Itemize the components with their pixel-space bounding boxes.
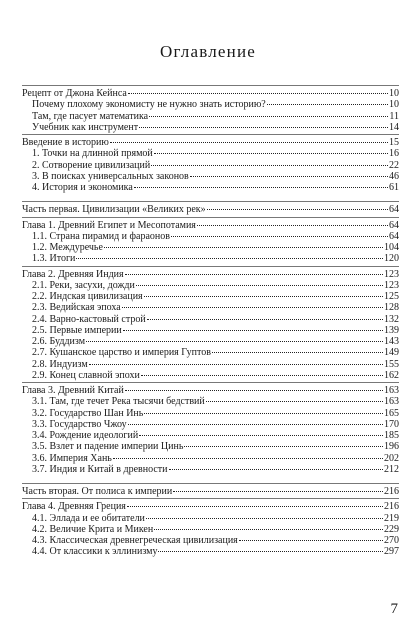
dot-leader [144,413,383,414]
dot-leader [173,491,383,492]
toc-entry-page: 165 [384,407,399,419]
toc-entry[interactable] [22,122,399,133]
toc-entry-title: 3.2. Государство Шан Инь [32,407,144,419]
toc-entry-title: 2.6. Буддизм [32,336,86,347]
toc-entry-title: 2.4. Варно-кастовый строй [32,313,146,325]
toc-entry-title: Часть вторая. От полиса к империи [22,486,173,497]
toc-entry-page: 139 [384,324,399,336]
dot-leader [134,187,388,188]
toc-entry-title: 2.5. Первые империи [32,324,122,336]
toc-entry-page: 196 [384,441,399,453]
toc-entry-title: 3.5. Взлет и падение империи Цинь [32,441,184,453]
toc-entry[interactable] [22,280,399,291]
toc-entry-title: 2.7. Кушанское царство и империя Гуптов [32,347,211,359]
toc-entry[interactable] [22,486,399,497]
toc-entry-page: 125 [384,291,399,302]
toc-entry[interactable] [22,441,399,452]
toc-entry[interactable] [22,546,399,557]
toc-entry[interactable] [22,231,399,242]
dot-leader [149,116,388,117]
dot-leader [127,506,383,507]
toc-entry-page: 64 [389,230,399,242]
toc-entry[interactable] [22,325,399,336]
toc-entry-title: Глава 1. Древний Египет и Месопотамия [22,219,196,231]
toc-entry-page: 64 [389,204,399,216]
toc-entry-page: 229 [384,523,399,535]
dot-leader [147,319,383,320]
toc-entry-title: 3.3. Государство Чжоу [32,418,127,430]
dot-leader [267,104,388,105]
toc-entry-page: 170 [384,418,399,430]
dot-leader [151,165,388,166]
toc-entry[interactable] [22,242,399,253]
toc-entry-title: 3.4. Рождение идеологий [32,430,139,441]
dot-leader [171,236,388,237]
toc-entry-title: Учебник как инструмент [32,121,139,133]
toc-entry[interactable] [22,160,399,171]
toc-entry[interactable] [22,430,399,441]
toc-entry-title: Глава 2. Древняя Индия [22,268,124,280]
toc-entry-page: 155 [384,358,399,370]
toc-entry[interactable] [22,453,399,464]
dot-leader [113,458,383,459]
toc-entry-title: Глава 3. Древний Китай [22,385,124,396]
section-divider [22,498,399,499]
toc-entry-page: 123 [384,279,399,291]
toc-entry[interactable] [22,314,399,325]
dot-leader [146,518,383,519]
toc-entry[interactable] [22,269,399,280]
toc-entry[interactable] [22,291,399,302]
toc-entry-title: 4.1. Эллада и ее обитатели [32,512,145,524]
toc-entry[interactable] [22,99,399,110]
toc-entry-title: 3. В поисках универсальных законов [32,170,189,182]
toc-entry-page: 10 [389,99,399,111]
dot-leader [125,274,383,275]
toc-entry[interactable] [22,419,399,430]
dot-leader [207,209,388,210]
toc-entry-title: 4.2. Величие Крита и Микен [32,523,154,535]
toc-entry-page: 185 [384,430,399,441]
section-divider [22,201,399,202]
dot-leader [190,176,388,177]
dot-leader [212,352,383,353]
toc-entry-title: Введение в историю [22,137,109,148]
toc-entry-title: 1.2. Междуречье [32,242,103,253]
toc-entry-title: 3.7. Индия и Китай в древности [32,463,168,475]
toc-entry-title: 2.1. Реки, засухи, дожди [32,279,135,291]
toc-entry-title: Там, где пасует математика [32,110,149,122]
toc-entry-page: 132 [384,313,399,325]
dot-leader [123,330,383,331]
dot-leader [184,446,383,447]
toc-entry[interactable] [22,148,399,159]
toc-entry-title: 4. История и экономика [32,182,133,193]
toc-entry[interactable] [22,464,399,475]
dot-leader [139,435,383,436]
toc-entry-page: 61 [389,182,399,193]
toc-entry-page: 10 [389,88,399,99]
toc-entry-page: 149 [384,347,399,359]
dot-leader [128,93,388,94]
dot-leader [122,307,383,308]
dot-leader [154,153,388,154]
toc-entry-title: Глава 4. Древняя Греция [22,501,126,513]
section-divider [22,217,399,218]
toc-entry[interactable] [22,513,399,524]
dot-leader [141,375,383,376]
dot-leader [158,551,383,552]
toc-entry[interactable] [22,88,399,99]
toc-entry-title: 2.3. Ведийская эпоха [32,302,121,314]
toc-entry-title: 2. Сотворение цивилизаций [32,159,151,171]
section-divider [22,85,399,86]
toc-entry[interactable] [22,359,399,370]
toc-entry-page: 163 [384,385,399,396]
toc-entry[interactable] [22,220,399,231]
dot-leader [139,127,388,128]
toc-entry-title: Почему плохому экономисту не нужно знать историю? [32,99,266,111]
dot-leader [136,285,383,286]
toc-entry-page: 162 [384,369,399,381]
toc-entry[interactable] [22,408,399,419]
toc-entry[interactable] [22,182,399,193]
toc-entry-page: 123 [384,268,399,280]
toc-entry-page: 297 [384,546,399,558]
toc-entry[interactable] [22,171,399,182]
toc-entry-page: 128 [384,302,399,314]
toc-entry-title: 2.2. Индская цивилизация [32,291,143,302]
toc-entry-page: 22 [389,159,399,171]
toc-entry[interactable] [22,336,399,347]
toc-entry-page: 216 [384,501,399,513]
dot-leader [104,247,383,248]
section-divider [22,134,399,135]
dot-leader [239,540,383,541]
toc-entry-page: 270 [384,535,399,546]
toc-entry-title: Часть первая. Цивилизации «Великих рек» [22,204,206,216]
toc-entry-page: 14 [389,121,399,133]
toc-entry-title: 4.4. От классики к эллинизму [32,546,158,558]
toc-entry-title: 3.6. Империя Хань [32,452,112,464]
toc-entry-page: 216 [384,486,399,497]
section-divider [22,382,399,383]
toc-entry-page: 202 [384,452,399,464]
toc-entry[interactable] [22,524,399,535]
toc-entry-page: 143 [384,336,399,347]
toc-entry[interactable] [22,253,399,264]
toc-entry-title: 4.3. Классическая древнегреческая цивилизация [32,535,238,546]
toc-entry-title: 1.3. Итоги [32,253,76,265]
toc-entry[interactable] [22,396,399,407]
toc-entry[interactable] [22,535,399,546]
toc-entry-page: 163 [384,396,399,408]
toc-entry-page: 46 [389,170,399,182]
toc-entry-page: 104 [384,242,399,253]
dot-leader [125,390,383,391]
page-number: 7 [390,601,398,617]
dot-leader [154,529,383,530]
toc-entry-page: 11 [389,110,399,122]
section-divider [22,483,399,484]
toc-entry[interactable] [22,137,399,148]
toc-entry-title: 3.1. Там, где течет Река тысячи бедствий [32,396,205,408]
toc-entry[interactable] [22,385,399,396]
section-divider [22,266,399,267]
dot-leader [128,424,383,425]
toc-entry[interactable] [22,370,399,381]
toc-entry[interactable] [22,347,399,358]
dot-leader [86,341,383,342]
toc-entry[interactable] [22,501,399,512]
dot-leader [76,258,383,259]
dot-leader [110,142,388,143]
toc-entry-page: 212 [384,463,399,475]
toc-entry[interactable] [22,111,399,122]
dot-leader [89,364,383,365]
toc-entry-title: 2.9. Конец славной эпохи [32,369,140,381]
toc-entry-title: 1. Точки на длинной прямой [32,148,153,160]
dot-leader [144,296,383,297]
toc-entry-page: 16 [389,148,399,160]
toc-entry[interactable] [22,302,399,313]
toc-entry[interactable] [22,204,399,215]
dot-leader [206,401,383,402]
toc-entry-page: 64 [389,219,399,231]
toc-entry-title: 1.1. Страна пирамид и фараонов [32,230,170,242]
toc-entry-page: 120 [384,253,399,265]
dot-leader [197,225,388,226]
table-of-contents [22,84,399,558]
toc-entry-page: 15 [389,137,399,148]
dot-leader [169,469,384,470]
page-title: Оглавление [160,42,256,61]
toc-entry-title: 2.8. Индуизм [32,358,88,370]
toc-entry-page: 219 [384,512,399,524]
toc-entry-title: Рецепт от Джона Кейнса [22,88,127,99]
